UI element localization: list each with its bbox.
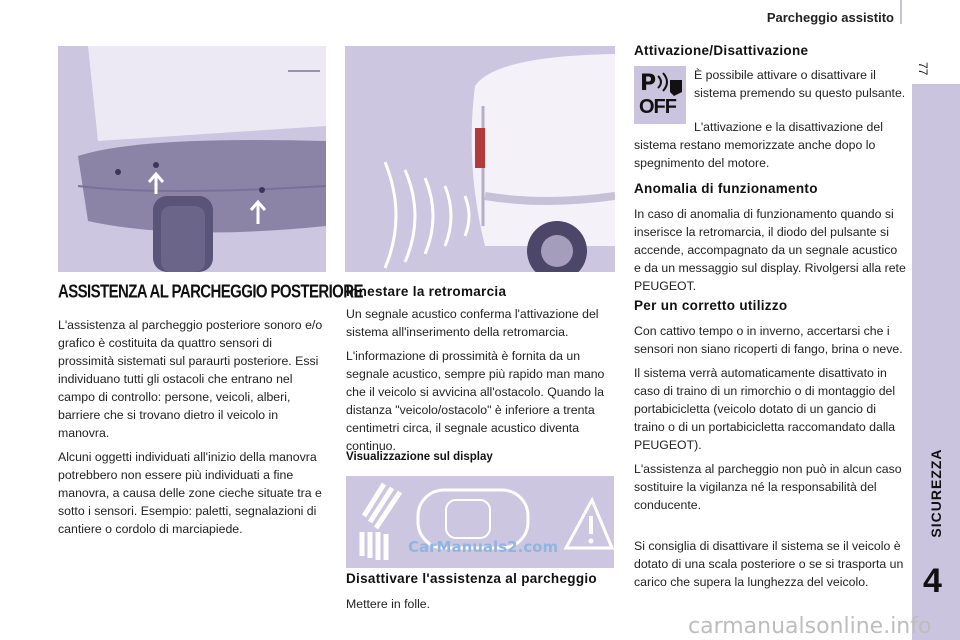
proper-use-paragraph: Il sistema verrà automaticamente disattivato in caso di traino di un rimorchio o di montaggio del portabicicletta (veicolo dotato di un gancio di traino o di un portabicicletta raccomandato dalla PEUGEOT). bbox=[634, 366, 896, 452]
proper-use-note bbox=[634, 537, 906, 597]
proper-use-paragraph: Con cattivo tempo o in inverno, accertarsi che i sensori non siano ricoperti di fango, brina o neve. bbox=[634, 324, 903, 356]
proper-use-paragraph: L'assistenza al parcheggio non può in alcun caso sostituire la vigilanza né la responsabilità del conducente. bbox=[634, 462, 902, 512]
watermark-text: carmanualsonline.info bbox=[688, 614, 932, 639]
off-label: OFF bbox=[639, 96, 676, 118]
chapter-label: SICUREZZA bbox=[928, 448, 944, 538]
rear-bumper-illustration bbox=[58, 46, 326, 272]
reverse-paragraph: Un segnale acustico conferma l'attivazione del sistema all'inserimento della retromarcia. bbox=[346, 307, 599, 339]
header-divider bbox=[900, 0, 902, 24]
main-section-title: ASSISTENZA AL PARCHEGGIO POSTERIORE bbox=[58, 282, 363, 303]
intro-paragraph: Alcuni oggetti individuati all'inizio della manovra potrebbero non essere più individuati a fine manovra, a causa delle zone cieche situate tra e sotto i sensori. Esempio: paletti, segnalazioni di cantiere o cordolo di marciapiede. bbox=[58, 450, 322, 536]
deactivate-text bbox=[346, 595, 618, 619]
reverse-gear-heading: Innestare la retromarcia bbox=[346, 284, 507, 299]
svg-text:P: P bbox=[640, 71, 657, 96]
proper-use-text bbox=[634, 322, 906, 520]
deactivate-heading: Disattivare l'assistenza al parcheggio bbox=[346, 571, 597, 586]
deactivate-paragraph: Mettere in folle. bbox=[346, 597, 431, 611]
display-subheading: Visualizzazione sul display bbox=[346, 451, 493, 463]
parking-off-button-icon bbox=[634, 66, 686, 124]
reverse-gear-text bbox=[346, 305, 618, 461]
page-header-title: Parcheggio assistito bbox=[766, 10, 894, 25]
anomaly-heading: Anomalia di funzionamento bbox=[634, 181, 818, 196]
page-number: 77 bbox=[916, 62, 930, 76]
display-visualization-illustration bbox=[346, 476, 614, 568]
van-sensor-waves-illustration bbox=[345, 46, 615, 272]
activation-heading: Attivazione/Disattivazione bbox=[634, 43, 809, 58]
note-paragraph: Si consiglia di disattivare il sistema se il veicolo è dotato di una scala posteriore o se si trasporta un carico che supera la lunghezza del veicolo. bbox=[634, 539, 904, 589]
activation-paragraph: È possibile attivare o disattivare il sistema premendo su questo pulsante. bbox=[694, 68, 906, 100]
activation-text-b bbox=[634, 118, 906, 178]
anomaly-text bbox=[634, 205, 906, 301]
anomaly-paragraph: In caso di anomalia di funzionamento quando si inserisce la retromarcia, il diodo del pulsante si accende, accompagnato da un segnale acustico e da un messaggio sul display. Rivolgersi alla rete PEUGEOT. bbox=[634, 207, 906, 293]
activation-text-a bbox=[694, 66, 914, 108]
proper-use-heading: Per un corretto utilizzo bbox=[634, 298, 788, 313]
image-watermark-logo: CarManuals2.com bbox=[408, 538, 559, 556]
intro-text bbox=[58, 316, 330, 544]
chapter-number: 4 bbox=[923, 562, 942, 600]
activation-paragraph: L'attivazione e la disattivazione del sistema restano memorizzate anche dopo lo spegnimento del motore. bbox=[634, 120, 883, 170]
intro-paragraph: L'assistenza al parcheggio posteriore sonoro e/o grafico è costituita da quattro sensori di prossimità sistemati sul paraurti posteriore. Essi individuano tutti gli ostacoli che entrano nel campo di controllo: persone, veicoli, alberi, barriere che si trovano dietro il veicolo in manovra. bbox=[58, 318, 323, 440]
reverse-paragraph: L'informazione di prossimità è fornita da un segnale acustico, sempre più rapido man mano che il veicolo si avvicina all'ostacolo. Quando la distanza "veicolo/ostacolo" è inferiore a trenta centimetri circa, il segnale acustico diventa continuo. bbox=[346, 349, 605, 453]
